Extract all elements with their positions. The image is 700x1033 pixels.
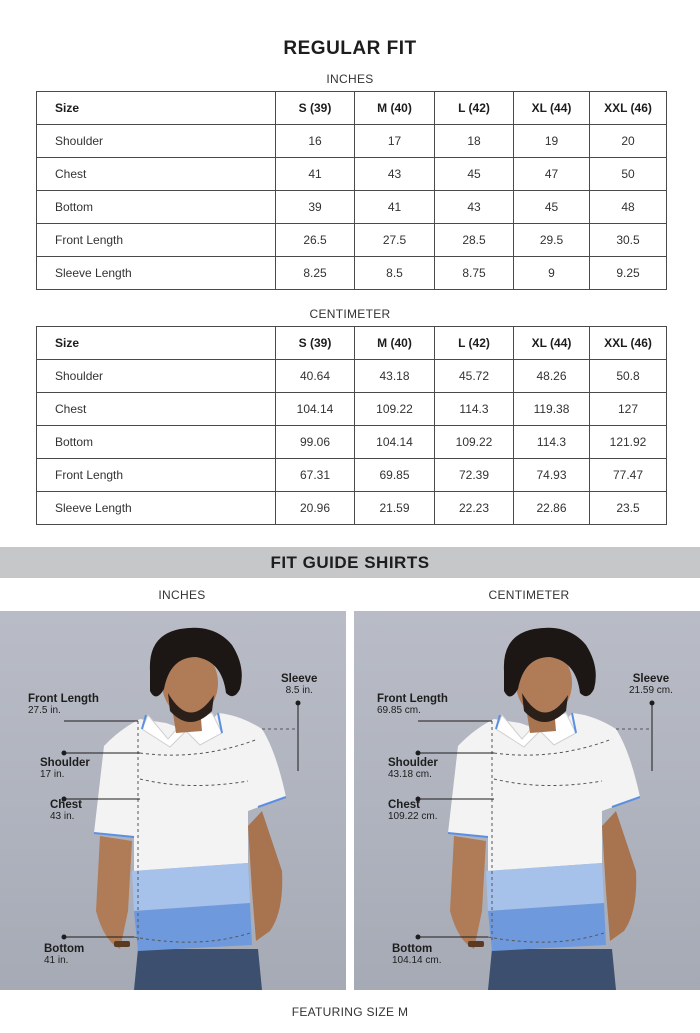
measurement-name-cell: Front Length — [37, 459, 276, 492]
table-cell: 22.86 — [514, 492, 590, 525]
table-cell: 48 — [590, 191, 667, 224]
table-cell: 127 — [590, 393, 667, 426]
table-cell: 39 — [276, 191, 355, 224]
cm-table-label: CENTIMETER — [309, 307, 391, 321]
table-cell: 30.5 — [590, 224, 667, 257]
table-row — [37, 393, 667, 426]
table-header-cell: XL (44) — [514, 92, 590, 125]
bottom-annotation: Bottom 41 in. — [44, 943, 85, 966]
table-cell: 109.22 — [355, 393, 435, 426]
table-cell: 50 — [590, 158, 667, 191]
table-cell: 40.64 — [276, 360, 355, 393]
measurement-name-cell: Sleeve Length — [37, 492, 276, 525]
table-row — [37, 224, 667, 257]
table-cell: 67.31 — [276, 459, 355, 492]
page-title: REGULAR FIT — [283, 38, 417, 59]
table-row — [37, 459, 667, 492]
table-cell: 43 — [435, 191, 514, 224]
table-cell: 41 — [276, 158, 355, 191]
table-header-cell: Size — [37, 92, 276, 125]
table-row — [37, 492, 667, 525]
table-cell: 43 — [355, 158, 435, 191]
table-header-row — [37, 92, 667, 125]
table-cell: 45 — [435, 158, 514, 191]
table-header-cell: L (42) — [435, 327, 514, 360]
table-cell: 114.3 — [435, 393, 514, 426]
table-cell: 27.5 — [355, 224, 435, 257]
bottom-annotation: Bottom 104.14 cm. — [392, 943, 442, 966]
sleeve-annotation: Sleeve 21.59 cm. — [629, 673, 673, 696]
table-cell: 121.92 — [590, 426, 667, 459]
front-length-annotation: Front Length 27.5 in. — [28, 693, 99, 716]
table-row — [37, 257, 667, 290]
table-header-cell: XXL (46) — [590, 92, 667, 125]
chest-annotation: Chest 43 in. — [50, 799, 82, 822]
table-header-cell: M (40) — [355, 92, 435, 125]
table-cell: 45 — [514, 191, 590, 224]
table-header-cell: S (39) — [276, 92, 355, 125]
table-cell: 18 — [435, 125, 514, 158]
table-cell: 19 — [514, 125, 590, 158]
table-cell: 8.75 — [435, 257, 514, 290]
table-cell: 17 — [355, 125, 435, 158]
table-cell: 43.18 — [355, 360, 435, 393]
measurement-name-cell: Bottom — [37, 426, 276, 459]
table-cell: 99.06 — [276, 426, 355, 459]
measurement-name-cell: Sleeve Length — [37, 257, 276, 290]
sleeve-annotation: Sleeve 8.5 in. — [281, 673, 318, 696]
measurement-name-cell: Bottom — [37, 191, 276, 224]
table-cell: 41 — [355, 191, 435, 224]
table-cell: 16 — [276, 125, 355, 158]
table-cell: 74.93 — [514, 459, 590, 492]
table-cell: 119.38 — [514, 393, 590, 426]
measurement-name-cell: Shoulder — [37, 125, 276, 158]
table-row — [37, 191, 667, 224]
table-cell: 23.5 — [590, 492, 667, 525]
chest-annotation: Chest 109.22 cm. — [388, 799, 438, 822]
table-cell: 9.25 — [590, 257, 667, 290]
table-cell: 20.96 — [276, 492, 355, 525]
measurement-name-cell: Shoulder — [37, 360, 276, 393]
table-header-cell: XL (44) — [514, 327, 590, 360]
fit-guide-inches-label: INCHES — [158, 588, 206, 602]
shoulder-annotation: Shoulder 17 in. — [40, 757, 90, 780]
measurement-name-cell: Front Length — [37, 224, 276, 257]
table-row — [37, 125, 667, 158]
table-cell: 47 — [514, 158, 590, 191]
table-header-cell: M (40) — [355, 327, 435, 360]
table-cell: 104.14 — [355, 426, 435, 459]
featuring-size-caption: FEATURING SIZE M — [291, 1005, 409, 1019]
table-header-row — [37, 327, 667, 360]
inches-size-table — [36, 91, 667, 290]
cm-size-table — [36, 326, 667, 525]
table-cell: 29.5 — [514, 224, 590, 257]
table-header-cell: Size — [37, 327, 276, 360]
table-cell: 48.26 — [514, 360, 590, 393]
fit-guide-cm-label: CENTIMETER — [488, 588, 570, 602]
table-row — [37, 360, 667, 393]
table-cell: 50.8 — [590, 360, 667, 393]
table-row — [37, 426, 667, 459]
front-length-annotation: Front Length 69.85 cm. — [377, 693, 448, 716]
table-cell: 114.3 — [514, 426, 590, 459]
table-cell: 26.5 — [276, 224, 355, 257]
table-row — [37, 158, 667, 191]
table-header-cell: XXL (46) — [590, 327, 667, 360]
measurement-name-cell: Chest — [37, 393, 276, 426]
table-cell: 8.5 — [355, 257, 435, 290]
table-cell: 77.47 — [590, 459, 667, 492]
table-cell: 45.72 — [435, 360, 514, 393]
table-header-cell: L (42) — [435, 92, 514, 125]
measurement-name-cell: Chest — [37, 158, 276, 191]
table-cell: 69.85 — [355, 459, 435, 492]
table-cell: 109.22 — [435, 426, 514, 459]
table-cell: 28.5 — [435, 224, 514, 257]
model-photo-inches — [0, 611, 346, 990]
table-cell: 104.14 — [276, 393, 355, 426]
shoulder-annotation: Shoulder 43.18 cm. — [388, 757, 438, 780]
table-header-cell: S (39) — [276, 327, 355, 360]
table-cell: 8.25 — [276, 257, 355, 290]
table-cell: 21.59 — [355, 492, 435, 525]
model-photo-cm — [354, 611, 700, 990]
inches-table-label: INCHES — [326, 72, 374, 86]
table-cell: 22.23 — [435, 492, 514, 525]
table-cell: 72.39 — [435, 459, 514, 492]
table-cell: 20 — [590, 125, 667, 158]
table-cell: 9 — [514, 257, 590, 290]
fit-guide-banner: FIT GUIDE SHIRTS — [0, 547, 700, 578]
